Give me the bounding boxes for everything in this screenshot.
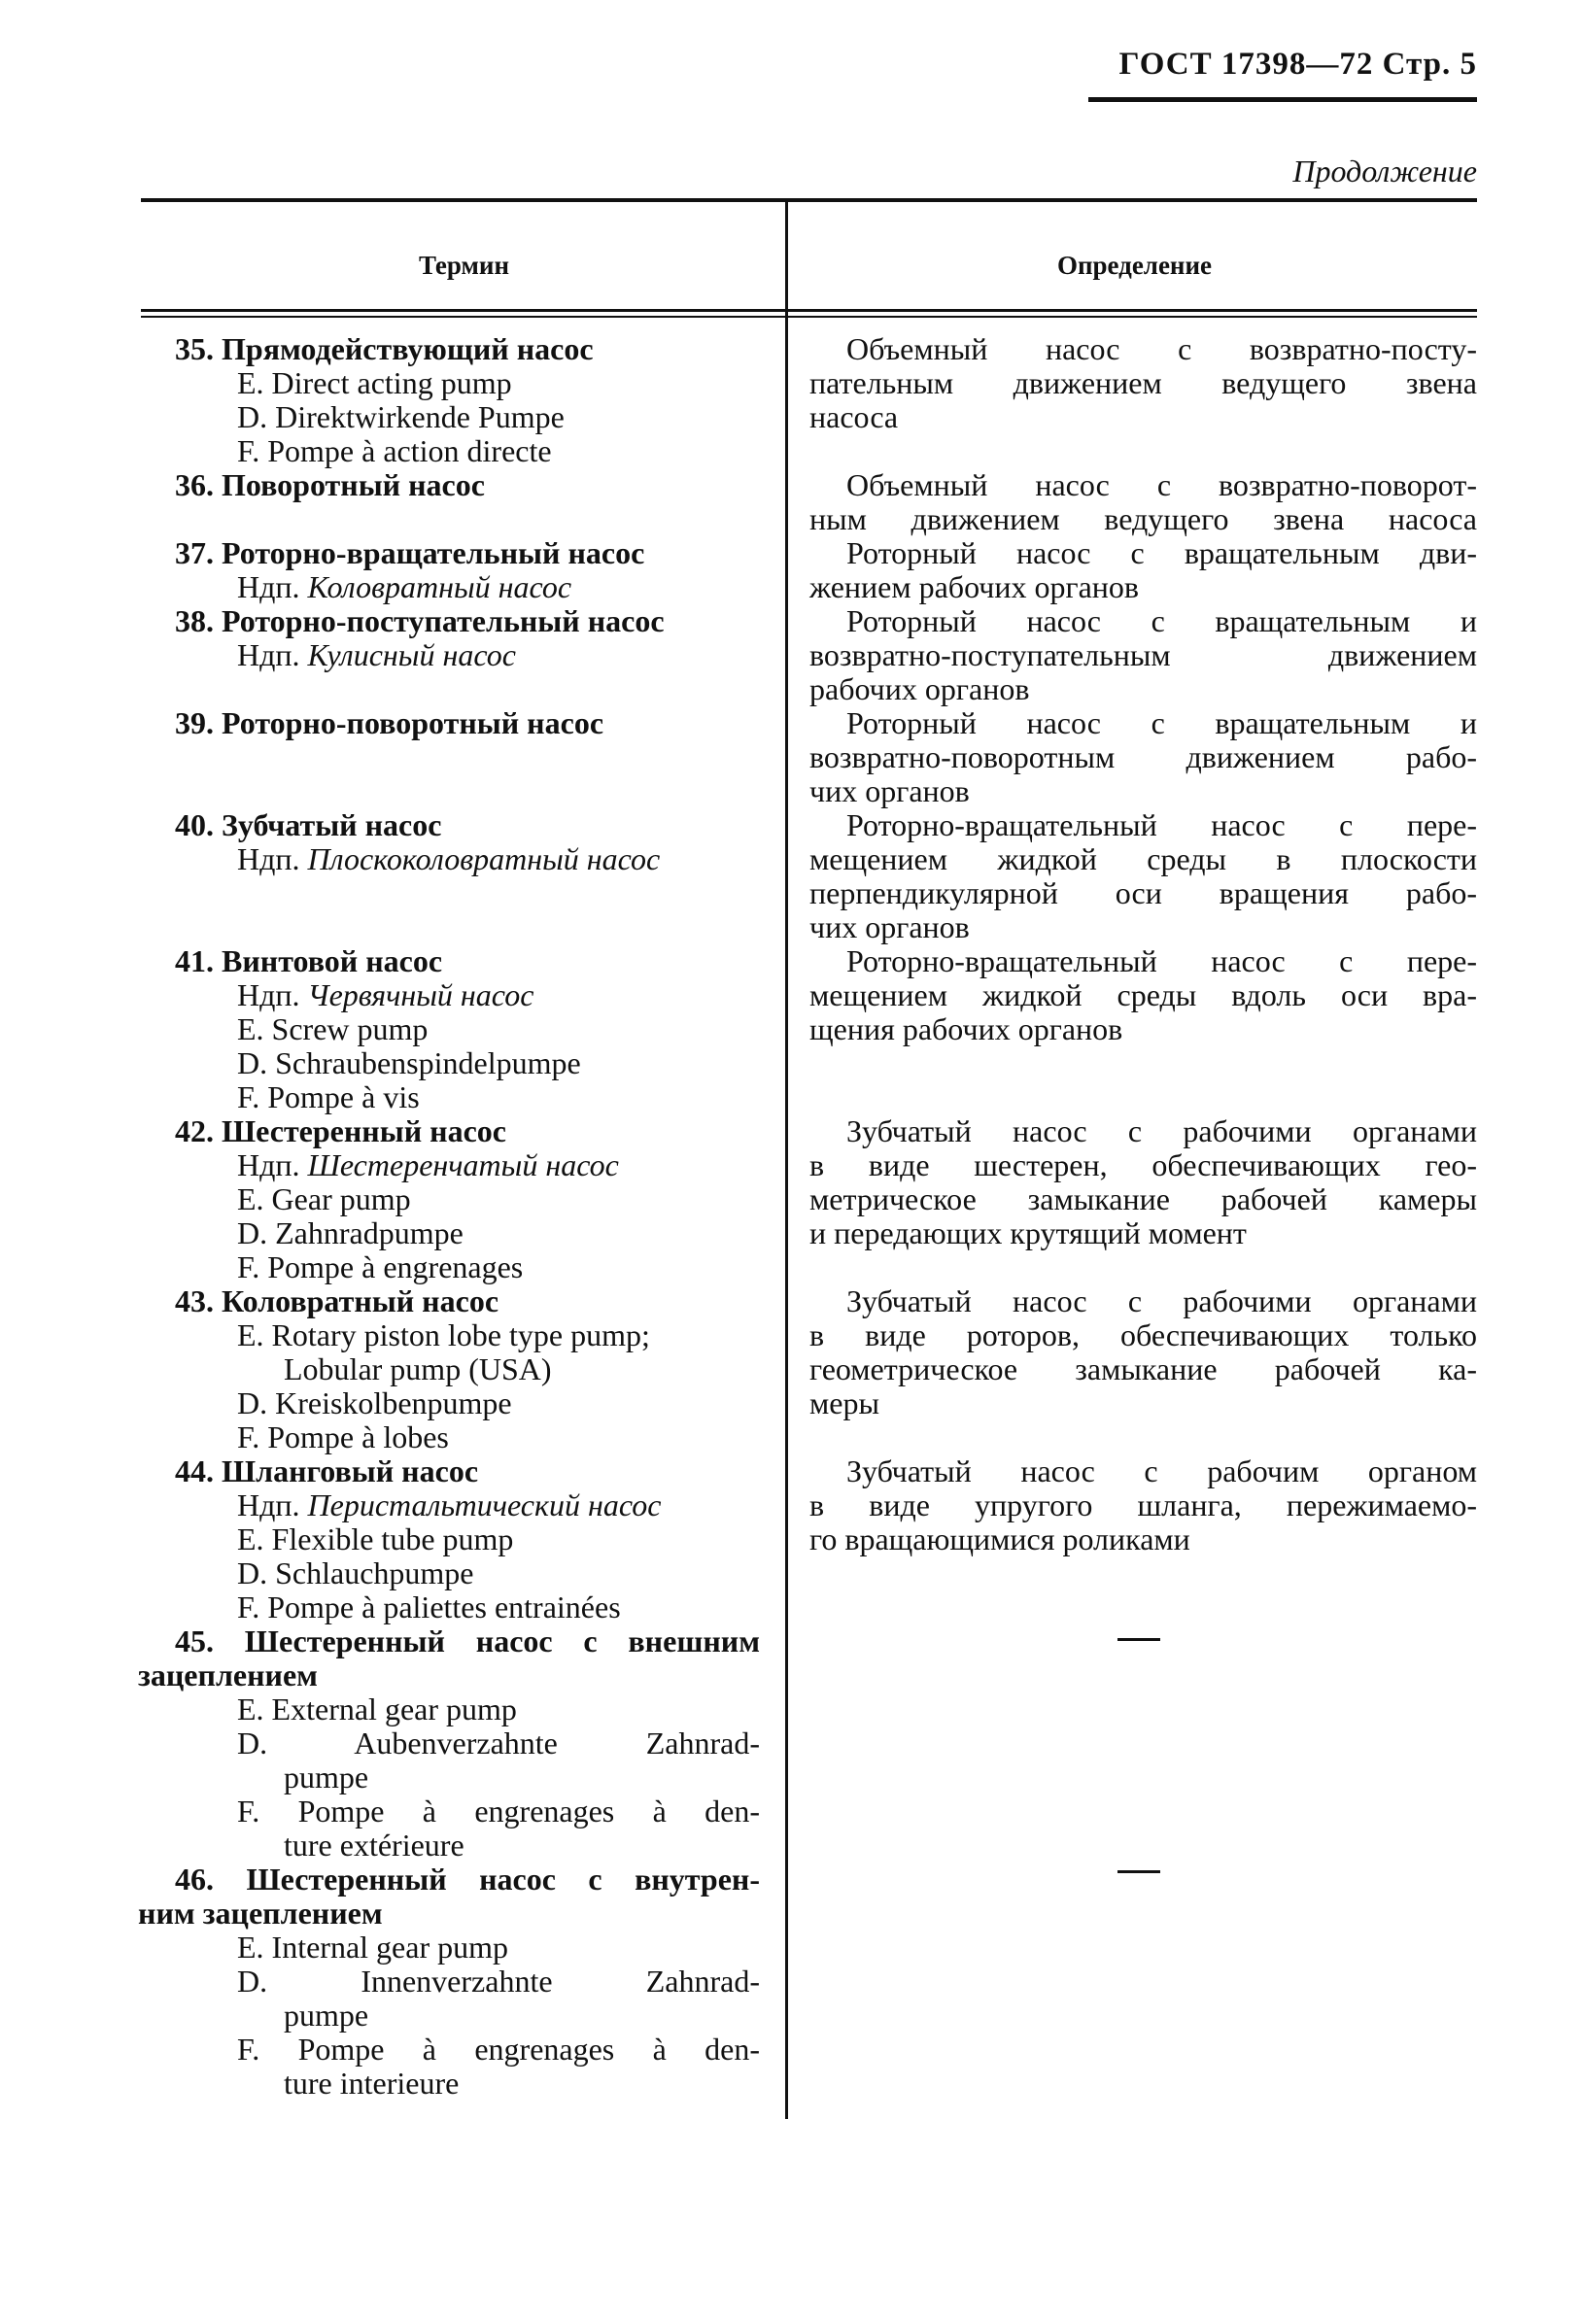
term-42	[138, 1114, 760, 1284]
term-en: E. Gear pump	[237, 1181, 411, 1216]
definition-43: Зубчатый насос с рабочими органами в виде роторов, обеспечивающих только геометрическое замыкание рабочей ка- меры	[809, 1283, 1477, 1420]
term-title: 45. Шестеренный насос с внешним	[175, 1623, 760, 1658]
term-de: D. Schlauchpumpe	[237, 1555, 474, 1590]
definition-39: Роторный насос с вращательным и возвратно-поворотным движением рабо- чих органов	[809, 705, 1477, 808]
term-38	[138, 604, 760, 706]
term-de-cont: pumpe	[284, 1760, 369, 1794]
definition-column	[809, 332, 1477, 1556]
term-title: Прямодействующий насос	[222, 331, 594, 366]
column-divider	[785, 202, 788, 2119]
term-fr: F. Pompe à engrenages à den-	[237, 2032, 760, 2067]
term-fr: F. Pompe à paliettes entrainées	[237, 1589, 621, 1624]
definition-41: Роторно-вращательный насос с пере- мещением жидкой среды вдоль оси вра- щения рабочих органов	[809, 943, 1477, 1046]
header-rule-upper	[141, 309, 1477, 312]
continuation-label: Продолжение	[1292, 154, 1477, 188]
term-37	[138, 536, 760, 604]
term-de: D. Kreiskolbenpumpe	[237, 1385, 512, 1420]
term-fr: F. Pompe à vis	[237, 1079, 420, 1114]
term-de: D. Aubenverzahnte Zahnrad-	[237, 1726, 760, 1760]
term-number: 38.	[175, 603, 214, 638]
term-number: 41.	[175, 943, 214, 978]
term-fr: F. Pompe à engrenages à den-	[237, 1794, 760, 1828]
term-title: Шланговый насос	[222, 1453, 479, 1488]
term-ndp: Ндп. Плоскоколовратный насос	[237, 841, 661, 876]
term-46	[138, 1863, 760, 2101]
definition-42: Зубчатый насос с рабочими органами в виде шестерен, обеспечивающих гео- метрическое замыкание рабочей камеры и передающих крутящий момент	[809, 1113, 1477, 1250]
term-en: E. Flexible tube pump	[237, 1521, 514, 1556]
term-44	[138, 1454, 760, 1624]
term-number: 40.	[175, 807, 214, 842]
term-number: 35.	[175, 331, 214, 366]
standard-page-label: ГОСТ 17398—72 Стр. 5	[1118, 47, 1477, 82]
term-number: 36.	[175, 467, 214, 502]
term-title: Роторно-поворотный насос	[222, 705, 604, 740]
column-header-term: Термин	[418, 251, 510, 280]
term-en: E. Screw pump	[237, 1011, 429, 1046]
term-number: 43.	[175, 1283, 214, 1318]
term-40	[138, 808, 760, 944]
definition-46-dash	[1117, 1870, 1160, 1873]
term-ndp: Ндп. Червячный насос	[237, 977, 534, 1012]
term-title: Шестеренный насос	[222, 1113, 506, 1148]
term-en: E. Internal gear pump	[237, 1930, 508, 1965]
term-en: E. Rotary piston lobe type pump;	[237, 1317, 650, 1352]
term-en: E. External gear pump	[237, 1692, 517, 1726]
term-number: 42.	[175, 1113, 214, 1148]
page-header	[1088, 47, 1477, 105]
term-column	[138, 332, 760, 2101]
term-title: Зубчатый насос	[222, 807, 442, 842]
term-number: 37.	[175, 535, 214, 570]
term-ndp: Ндп. Коловратный насос	[237, 569, 572, 604]
definition-45-dash	[1117, 1638, 1160, 1641]
term-ndp: Ндп. Шестеренчатый насос	[237, 1147, 619, 1182]
definition-37: Роторный насос с вращательным дви- жением рабочих органов	[809, 535, 1477, 604]
definition-38: Роторный насос с вращательным и возвратно-поступательным движением рабочих органов	[809, 603, 1477, 706]
term-title: 46. Шестеренный насос с внутрен-	[175, 1862, 760, 1897]
term-de-cont: pumpe	[284, 1998, 369, 2033]
term-35	[138, 332, 760, 468]
term-ndp: Ндп. Кулисный насос	[237, 637, 516, 672]
term-title-cont: ним зацеплением	[138, 1896, 383, 1931]
term-title: Коловратный насос	[222, 1283, 499, 1318]
term-number: 39.	[175, 705, 214, 740]
header-rule-lower	[141, 316, 1477, 318]
term-title: Поворотный насос	[222, 467, 485, 502]
definition-35: Объемный насос с возвратно-посту- пательным движением ведущего звена насоса	[809, 331, 1477, 434]
term-36	[138, 468, 760, 536]
term-title: Роторно-поступательный насос	[222, 603, 665, 638]
definition-40: Роторно-вращательный насос с пере- мещением жидкой среды в плоскости перпендикулярной оси вращения рабо- чих органов	[809, 807, 1477, 944]
term-title: Винтовой насос	[222, 943, 443, 978]
term-en-alt: Lobular pump (USA)	[284, 1351, 552, 1386]
term-45	[138, 1624, 760, 1863]
table-top-rule	[141, 198, 1477, 202]
term-fr-cont: ture extérieure	[284, 1828, 464, 1863]
definition-36: Объемный насос с возвратно-поворот- ным движением ведущего звена насоса	[809, 467, 1477, 536]
term-39	[138, 706, 760, 808]
header-rule	[1088, 97, 1477, 102]
term-en: E. Direct acting pump	[237, 365, 512, 400]
definition-44: Зубчатый насос с рабочим органом в виде упругого шланга, пережимаемо- го вращающимися роликами	[809, 1453, 1477, 1556]
term-fr: F. Pompe à engrenages	[237, 1249, 524, 1284]
term-fr-cont: ture interieure	[284, 2066, 460, 2101]
term-de: D. Schraubenspindelpumpe	[237, 1045, 581, 1080]
term-title-cont: зацеплением	[138, 1658, 318, 1692]
term-fr: F. Pompe à action directe	[237, 433, 552, 468]
term-43	[138, 1284, 760, 1454]
term-41	[138, 944, 760, 1114]
term-title: Роторно-вращательный насос	[222, 535, 645, 570]
term-number: 44.	[175, 1453, 214, 1488]
term-fr: F. Pompe à lobes	[237, 1419, 449, 1454]
column-header-definition: Определение	[1056, 251, 1213, 280]
term-de: D. Direktwirkende Pumpe	[237, 399, 565, 434]
term-de: D. Innenverzahnte Zahnrad-	[237, 1964, 760, 1999]
term-de: D. Zahnradpumpe	[237, 1215, 464, 1250]
term-ndp: Ндп. Перистальтический насос	[237, 1487, 662, 1522]
